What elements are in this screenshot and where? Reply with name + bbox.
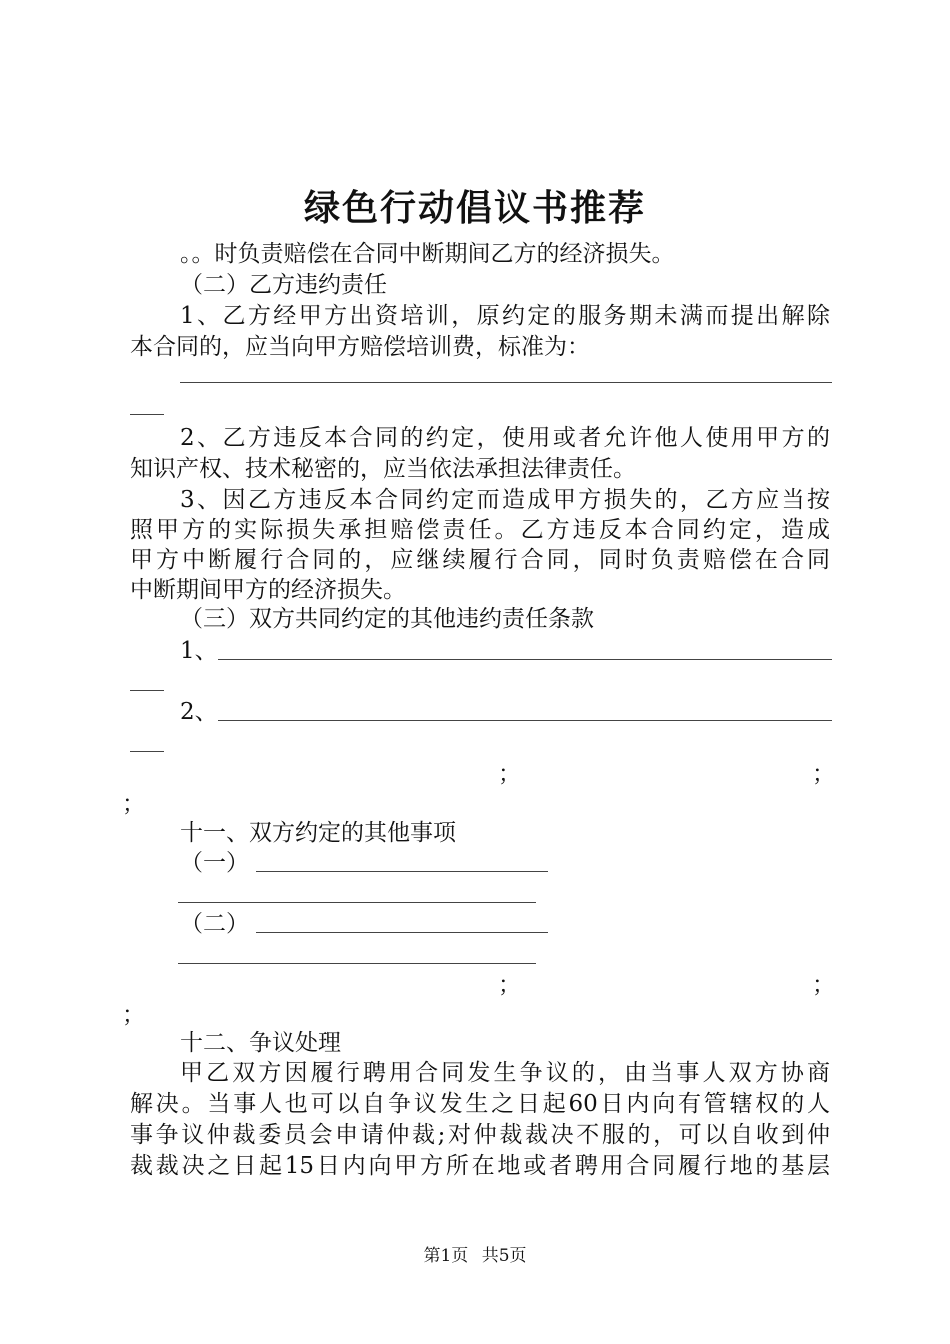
blank-fill-line <box>256 871 548 872</box>
item-number: （二） <box>180 911 249 937</box>
item-number: 1、 <box>180 638 218 664</box>
blank-fill-line <box>130 414 164 415</box>
semicolon-mark: ； <box>812 972 835 998</box>
paragraph-line: 。。时负责赔偿在合同中断期间乙方的经济损失。 <box>180 241 675 267</box>
blank-fill-line <box>130 690 164 691</box>
section-heading: （二）乙方违约责任 <box>180 272 387 298</box>
paragraph-line: 裁裁决之日起15日内向甲方所在地或者聘用合同履行地的基层 <box>130 1153 830 1179</box>
blank-fill-line <box>256 932 548 933</box>
semicolon-mark: ； <box>498 761 521 787</box>
semicolon-mark: ； <box>122 1002 145 1028</box>
blank-fill-line <box>180 382 832 383</box>
document-title: 绿色行动倡议书推荐 <box>303 187 646 229</box>
item-number: （一） <box>180 850 249 876</box>
page-number: 第1页 <box>423 1246 469 1266</box>
item-number: 2、 <box>180 699 218 725</box>
paragraph-line: 3、因乙方违反本合同约定而造成甲方损失的，乙方应当按 <box>180 487 830 513</box>
page-total: 共5页 <box>481 1246 527 1266</box>
paragraph-line: 知识产权、技术秘密的，应当依法承担法律责任。 <box>130 456 636 482</box>
blank-fill-line <box>218 659 832 660</box>
section-heading: 十二、争议处理 <box>180 1030 341 1056</box>
section-heading: （三）双方共同约定的其他违约责任条款 <box>180 606 594 632</box>
blank-fill-line <box>130 751 164 752</box>
paragraph-line: 2、乙方违反本合同的约定，使用或者允许他人使用甲方的 <box>180 425 830 451</box>
paragraph-line: 1、乙方经甲方出资培训，原约定的服务期未满而提出解除 <box>180 303 830 329</box>
semicolon-mark: ； <box>122 791 145 817</box>
semicolon-mark: ； <box>812 761 835 787</box>
paragraph-line: 事争议仲裁委员会申请仲裁;对仲裁裁决不服的，可以自收到仲 <box>130 1122 830 1148</box>
blank-fill-line <box>218 720 832 721</box>
paragraph-line: 甲方中断履行合同的，应继续履行合同，同时负责赔偿在合同 <box>130 547 830 573</box>
page-footer <box>0 1244 950 1268</box>
semicolon-mark: ； <box>498 972 521 998</box>
paragraph-line: 甲乙双方因履行聘用合同发生争议的，由当事人双方协商 <box>180 1060 830 1086</box>
paragraph-line: 中断期间甲方的经济损失。 <box>130 577 406 603</box>
paragraph-line: 本合同的，应当向甲方赔偿培训费，标准为： <box>130 334 590 360</box>
blank-fill-line <box>178 963 536 964</box>
blank-fill-line <box>178 902 536 903</box>
section-heading: 十一、双方约定的其他事项 <box>180 820 456 846</box>
paragraph-line: 照甲方的实际损失承担赔偿责任。乙方违反本合同约定，造成 <box>130 517 830 543</box>
paragraph-line: 解决。当事人也可以自争议发生之日起60日内向有管辖权的人 <box>130 1091 830 1117</box>
